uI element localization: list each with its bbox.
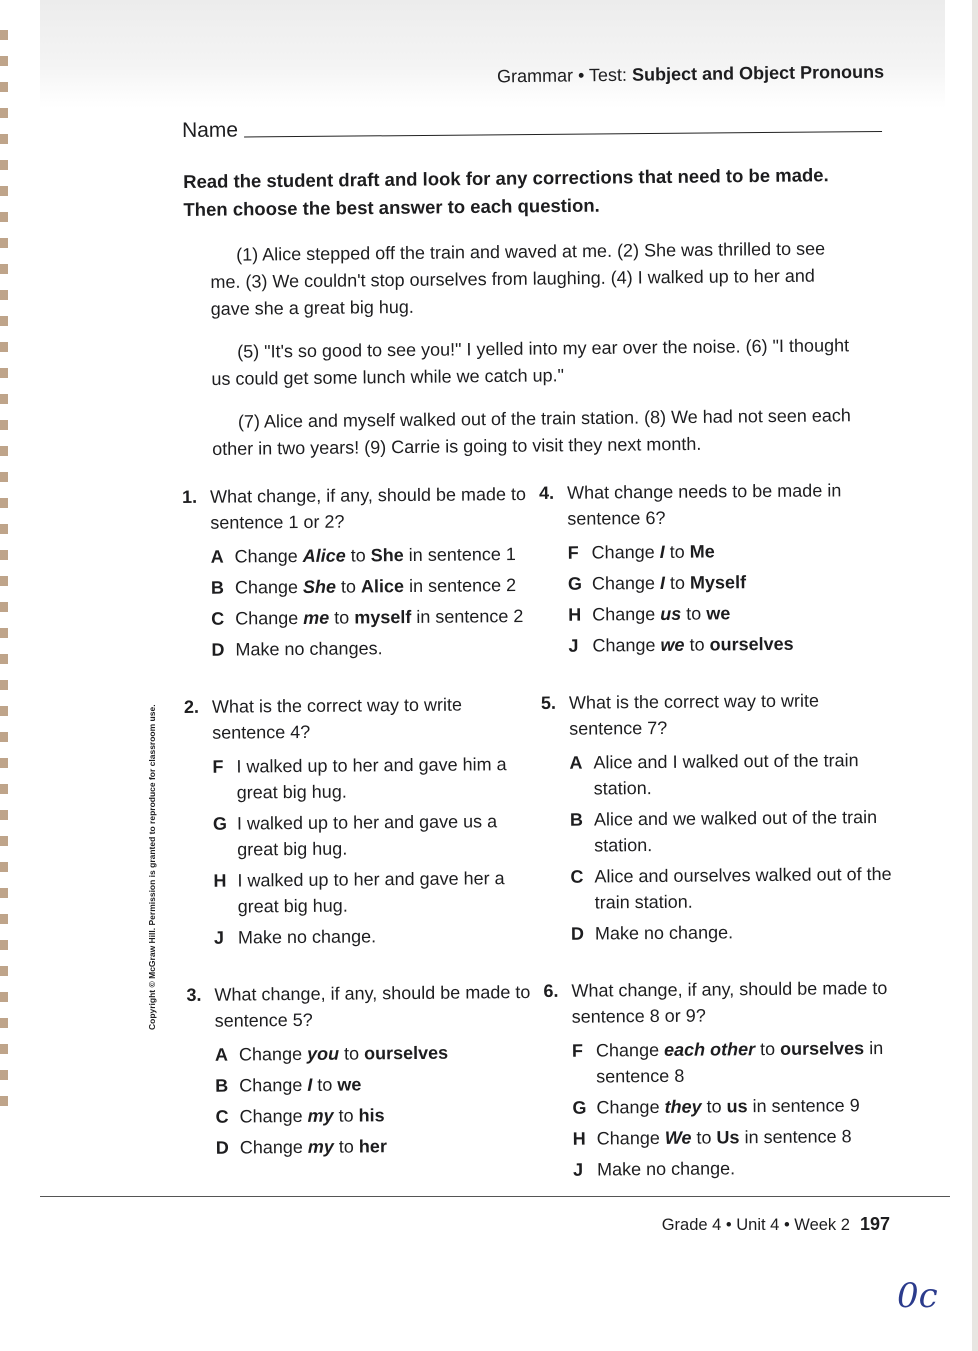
answer-option[interactable] (216, 1132, 533, 1161)
option-letter: H (572, 1128, 586, 1149)
draft-paragraph: (5) "It's so good to see you!" I yelled into my ear over the noise. (6) "I thought us could get some lunch while we catch up." (211, 335, 850, 389)
answer-option[interactable] (570, 861, 892, 916)
option-target-word: my (307, 1105, 334, 1126)
option-target-word: We (664, 1127, 692, 1148)
answer-option[interactable] (211, 634, 528, 663)
answer-option[interactable] (571, 918, 893, 947)
option-text: Change (239, 1105, 308, 1127)
option-text: Alice and we walked out of the train station. (593, 807, 878, 856)
option-target-word: Alice (302, 545, 346, 566)
option-text: to (691, 1127, 717, 1148)
option-text: Change (595, 1039, 665, 1061)
question-stem (182, 481, 527, 536)
option-replacement-word: ourselves (779, 1038, 865, 1059)
option-letter: G (567, 573, 583, 594)
answer-option[interactable] (215, 1070, 532, 1099)
option-target-word: I (307, 1074, 313, 1095)
answer-option[interactable] (568, 599, 890, 628)
option-letter: F (212, 756, 224, 777)
answer-option[interactable] (568, 630, 890, 659)
option-text: in sentence 8 (739, 1126, 852, 1148)
answer-option[interactable] (570, 804, 892, 859)
draft-paragraph: (7) Alice and myself walked out of the train station. (8) We had not seen each other in two years! (9) Carrie is going to visit they next month. (212, 405, 851, 459)
option-text: to (329, 607, 355, 628)
option-text: Change (596, 1096, 665, 1118)
option-text: to (312, 1074, 338, 1095)
page-number: 197 (859, 1214, 890, 1234)
option-text: Change (239, 1136, 308, 1158)
option-replacement-word: Alice (360, 576, 405, 597)
scan-shadow (40, 0, 945, 108)
answer-option[interactable] (568, 537, 890, 566)
question-2 (184, 691, 531, 951)
option-letter: G (572, 1097, 587, 1118)
option-text: to (701, 1096, 727, 1117)
option-text: to (664, 541, 690, 562)
header-prefix: Grammar • Test: (496, 64, 633, 87)
question-number: 1. (182, 486, 198, 507)
option-text: in sentence 1 (403, 544, 516, 566)
option-letter: B (210, 577, 224, 598)
answer-option[interactable] (212, 751, 529, 806)
answer-option[interactable] (213, 808, 530, 863)
option-replacement-word: his (358, 1105, 385, 1126)
option-letter: A (214, 1044, 229, 1065)
option-letter: A (569, 752, 583, 773)
page-footer (662, 1214, 890, 1235)
option-replacement-word: ourselves (709, 633, 794, 655)
option-text: Change (591, 541, 660, 563)
option-text: Change (239, 1074, 308, 1096)
option-replacement-word: Us (716, 1127, 740, 1148)
question-4 (539, 477, 891, 659)
option-target-word: I (659, 572, 666, 593)
option-replacement-word: She (370, 545, 404, 566)
option-target-word: me (303, 607, 330, 628)
question-number: 2. (183, 696, 200, 717)
option-replacement-word: her (358, 1136, 387, 1157)
questions-left-column (182, 481, 533, 1166)
option-text: Change (234, 576, 304, 598)
option-replacement-word: Myself (689, 572, 747, 593)
option-letter: J (213, 927, 225, 948)
option-letter: C (211, 608, 225, 629)
question-6 (543, 975, 895, 1183)
option-text: Alice and ourselves walked out of the train station. (594, 863, 892, 913)
option-target-word: I (659, 541, 665, 562)
option-text: to (345, 545, 371, 566)
option-text: in sentence 9 (747, 1095, 860, 1117)
option-replacement-word: myself (354, 607, 412, 628)
option-letter: H (213, 870, 227, 891)
option-target-word: you (306, 1043, 340, 1064)
question-number: 5. (540, 692, 557, 713)
option-text: Make no changes. (235, 638, 383, 660)
option-target-word: we (660, 634, 685, 655)
option-replacement-word: we (706, 603, 731, 624)
option-text: Make no change. (237, 926, 377, 948)
question-spacer (541, 661, 891, 690)
answer-option[interactable] (568, 568, 890, 597)
option-letter: C (215, 1106, 229, 1127)
instructions (183, 160, 904, 224)
option-letter: D (211, 639, 225, 660)
option-text: in sentence 2 (403, 575, 517, 597)
option-text: to (684, 634, 710, 655)
footer-rule (40, 1196, 950, 1197)
question-number: 4. (539, 482, 555, 503)
option-replacement-word: Me (689, 541, 715, 562)
answer-option[interactable] (215, 1101, 532, 1130)
question-spacer (186, 953, 531, 982)
option-text: to (333, 1105, 359, 1126)
option-text: Change (596, 1127, 665, 1149)
option-text: Make no change. (594, 922, 734, 944)
question-3 (186, 979, 533, 1161)
question-text: What change, if any, should be made to sentence 8 or 9? (571, 977, 888, 1027)
answer-option[interactable] (569, 747, 891, 802)
footer-text: Grade 4 • Unit 4 • Week 2 (661, 1216, 850, 1234)
option-text: Change (592, 634, 661, 656)
question-stem (184, 691, 529, 746)
binding-edge (0, 30, 8, 1110)
handwritten-mark: 0c (897, 1276, 938, 1316)
answer-option[interactable] (215, 1039, 532, 1068)
name-label: Name (181, 118, 239, 143)
option-text: Change (592, 603, 661, 625)
option-target-word: they (664, 1096, 702, 1117)
option-text: Change (591, 572, 661, 594)
name-field[interactable] (182, 113, 882, 143)
option-text: in sentence 2 (411, 606, 524, 628)
option-text: to (754, 1038, 781, 1060)
option-letter: J (568, 635, 579, 656)
question-spacer (543, 949, 893, 978)
option-letter: F (571, 1040, 584, 1061)
page-edge (972, 0, 978, 1351)
question-stem (539, 477, 889, 532)
answer-option[interactable] (211, 541, 528, 570)
answer-option[interactable] (213, 865, 530, 920)
question-text: What change, if any, should be made to sentence 1 or 2? (210, 483, 527, 533)
instruction-line: Read the student draft and look for any corrections that need to be made. (183, 164, 829, 192)
option-letter: A (210, 546, 224, 567)
option-letter: H (568, 604, 582, 625)
draft-paragraph: (1) Alice stepped off the train and waved at me. (2) She was thrilled to see me. (3) We couldn't stop ourselves from laughing. (4) I walked up to her and gave she a great big hug. (210, 238, 826, 319)
option-target-word: each other (663, 1039, 756, 1060)
option-text: I walked up to her and gave us a great big hug. (236, 811, 498, 860)
option-text: in sentence 8 (596, 1038, 884, 1087)
option-letter: F (567, 542, 579, 563)
option-letter: D (215, 1137, 229, 1158)
answer-option[interactable] (214, 922, 531, 951)
option-text: to (333, 1136, 359, 1157)
header-title: Subject and Object Pronouns (631, 61, 885, 85)
option-text: to (338, 1043, 365, 1064)
question-number: 3. (186, 984, 202, 1005)
option-letter: B (569, 809, 584, 830)
question-number: 6. (543, 980, 559, 1001)
option-target-word: She (302, 576, 337, 597)
option-letter: D (570, 923, 585, 944)
copyright-notice: Copyright © McGraw Hill. Permission is granted to reproduce for classroom use. (147, 704, 157, 1030)
instruction-line: Then choose the best answer to each question. (183, 194, 600, 220)
question-stem (543, 975, 893, 1030)
answer-option[interactable] (211, 572, 528, 601)
question-spacer (184, 665, 529, 694)
student-draft (210, 235, 852, 479)
option-target-word: us (660, 603, 682, 624)
option-letter: C (570, 866, 584, 887)
option-text: I walked up to her and gave her a great big hug. (237, 868, 505, 917)
option-text: Change (235, 607, 304, 629)
option-text: Change (238, 1043, 308, 1065)
answer-option[interactable] (572, 1035, 894, 1090)
question-text: What change needs to be made in sentence 6? (567, 480, 842, 529)
option-replacement-word: we (337, 1074, 362, 1095)
option-text: Change (234, 545, 303, 567)
answer-option[interactable] (573, 1123, 895, 1152)
answer-option[interactable] (211, 603, 528, 632)
option-letter: B (215, 1075, 229, 1096)
question-text: What is the correct way to write sentence 7? (568, 690, 820, 739)
answer-option[interactable] (572, 1092, 894, 1121)
option-replacement-word: ourselves (363, 1042, 449, 1064)
option-letter: J (572, 1159, 584, 1180)
question-1 (182, 481, 529, 663)
option-text: Make no change. (596, 1158, 736, 1180)
option-text: to (335, 576, 362, 597)
name-line[interactable] (244, 131, 882, 138)
option-text: I walked up to her and gave him a great big hug. (236, 754, 507, 803)
question-stem (541, 687, 891, 742)
question-5 (541, 687, 893, 947)
answer-option[interactable] (573, 1154, 895, 1183)
question-text: What change, if any, should be made to sentence 5? (214, 981, 531, 1031)
option-text: Alice and I walked out of the train station. (593, 750, 859, 799)
option-target-word: my (307, 1136, 334, 1157)
option-text: to (681, 603, 707, 624)
option-letter: G (212, 813, 228, 834)
question-stem (186, 979, 531, 1034)
question-text: What is the correct way to write sentence 4? (211, 694, 463, 743)
option-replacement-word: us (726, 1096, 748, 1117)
option-text: to (664, 572, 691, 593)
questions-right-column (539, 477, 895, 1188)
